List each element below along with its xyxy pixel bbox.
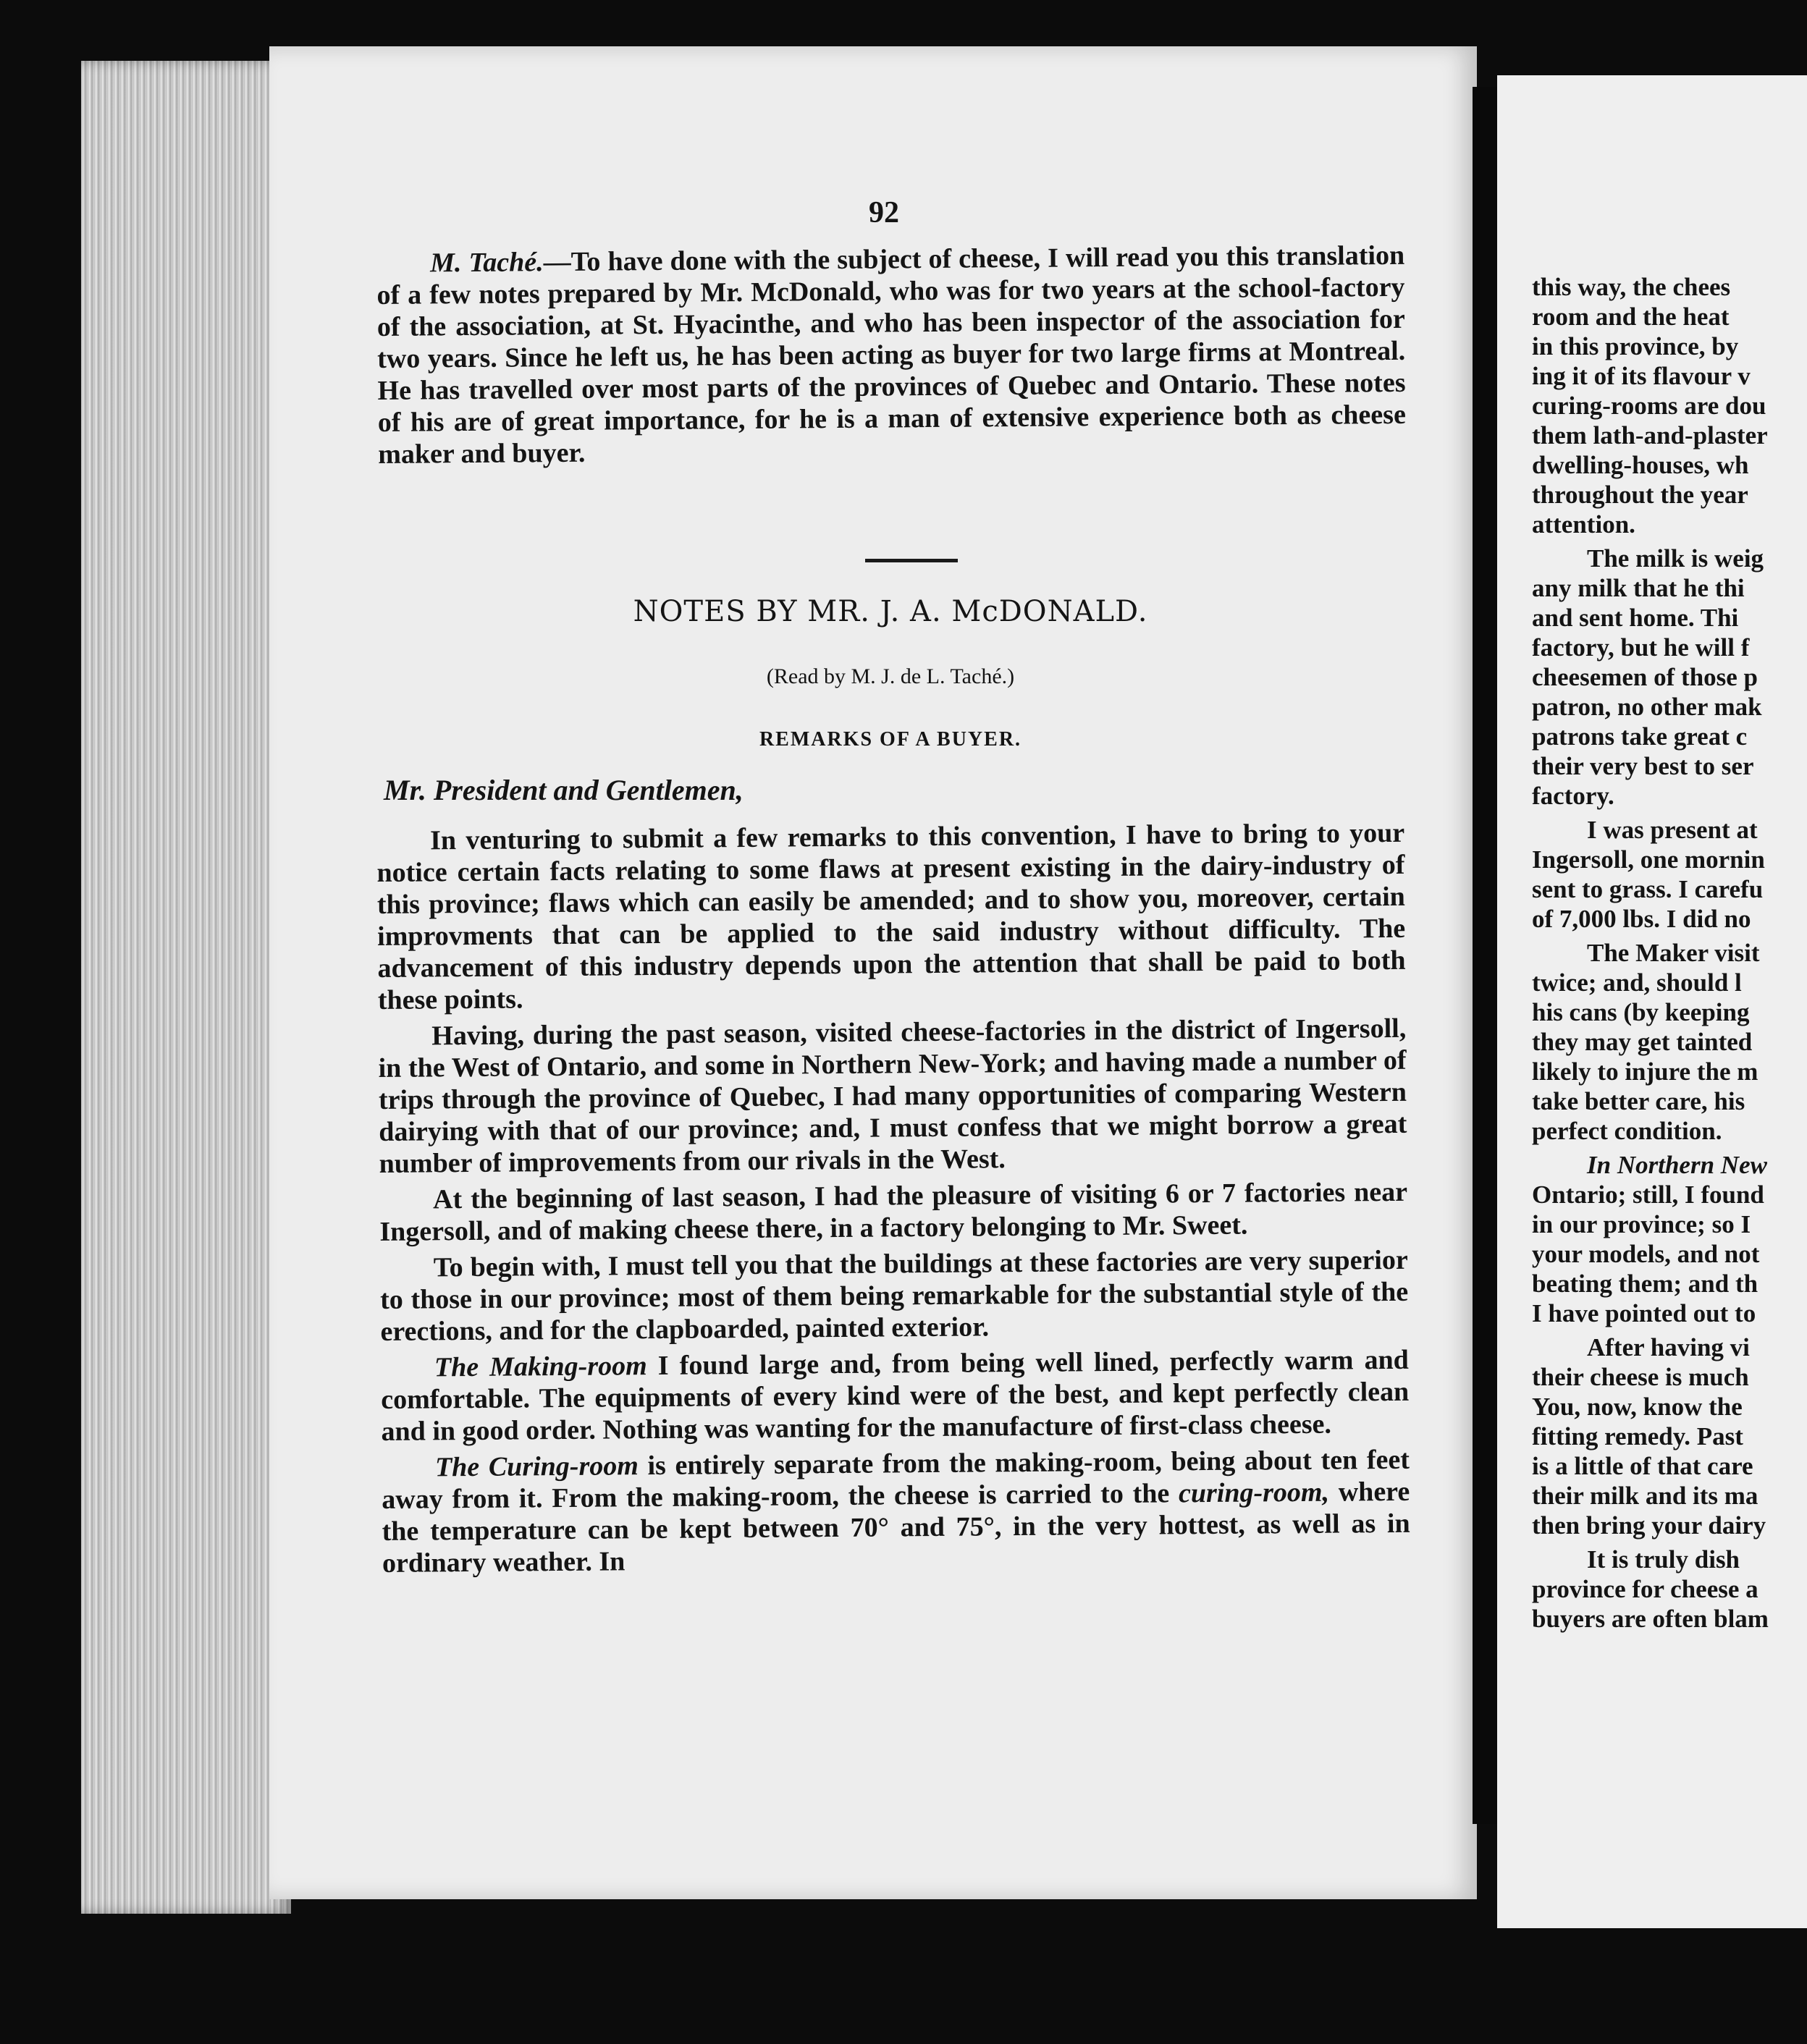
right-page-line: You, now, know the xyxy=(1532,1393,1743,1421)
right-page-line: I was present at xyxy=(1587,816,1758,844)
right-page-line: twice; and, should l xyxy=(1532,968,1742,997)
right-page-line: their milk and its ma xyxy=(1532,1482,1758,1510)
right-page-line: in our province; so I xyxy=(1532,1210,1751,1238)
right-page-line: fitting remedy. Past xyxy=(1532,1422,1743,1450)
paragraph-1: In venturing to submit a few remarks to this convention, I have to bring to your notice certain facts relating to some flaws at present existing in the dairy-industry of this province; flaws which can easily be amended; and to show you, moreover, certain improvments that can be applied to the said industry without difficulty. The advancement of this industry depends upon the attention that shall be paid to both these points. xyxy=(376,817,1406,1015)
right-page-line: any milk that he thi xyxy=(1532,574,1745,602)
speaker-name: M. Taché. xyxy=(430,247,544,279)
right-page-line: factory, but he will f xyxy=(1532,633,1750,662)
right-page-line: their very best to ser xyxy=(1532,752,1754,780)
page-number: 92 xyxy=(869,196,899,229)
right-page-line: in this province, by xyxy=(1532,332,1739,360)
right-page-line: they may get tainted xyxy=(1532,1028,1753,1056)
right-page-line: and sent home. Thi xyxy=(1532,604,1739,632)
tache-intro-text: —To have done with the subject of cheese, I will read you this translation of a few notes prepared by Mr. McDonald, who was for two years at the school-factory of the association, at St. Hyacinthe, and who has been inspector of the association for two years. Since he left us, he has been acting as buyer for two large firms at Montreal. He has travelled over most parts of the provinces of Quebec and Ontario. These notes of his are of great importance, for he is a man of extensive experience both as cheese maker and buyer. xyxy=(376,240,1407,470)
page-edges xyxy=(81,61,291,1914)
paragraph-3: At the beginning of last season, I had the pleasure of visiting 6 or 7 factories near Ingersoll, and of making cheese there, in a factory belonging to Mr. Sweet. xyxy=(379,1176,1408,1247)
book-gutter xyxy=(1473,87,1497,1824)
right-page-line: dwelling-houses, wh xyxy=(1532,451,1749,479)
right-page-line: sent to grass. I carefu xyxy=(1532,875,1764,903)
read-by-line: (Read by M. J. de L. Taché.) xyxy=(766,664,1015,688)
right-page-line: It is truly dish xyxy=(1587,1545,1740,1574)
paragraph-4: To begin with, I must tell you that the buildings at these factories are very superior to those in our province; most of them being remarkable for the substantial style of the erections, and for the clapboarded, painted exterior. xyxy=(379,1244,1409,1347)
paragraph-5-text: I found large and, from being well lined, perfectly warm and comfortable. The equipments of every kind were of the best, and kept perfectly clean and in good order. Nothing was wanting for the manufacture of first-class cheese. xyxy=(381,1344,1410,1447)
right-page-line: curing-rooms are dou xyxy=(1532,392,1766,420)
notes-title: NOTES BY MR. J. A. McDONALD. xyxy=(633,595,1148,628)
right-page-line: throughout the year xyxy=(1532,481,1748,509)
paragraph-5 xyxy=(381,1344,1410,1448)
right-page-line: of 7,000 lbs. I did no xyxy=(1532,905,1751,933)
right-page-line: The Maker visit xyxy=(1587,939,1760,967)
right-page-line: this way, the chees xyxy=(1532,273,1731,301)
right-page-line: province for cheese a xyxy=(1532,1575,1758,1603)
right-page-line: his cans (by keeping xyxy=(1532,998,1750,1026)
right-page-line: factory. xyxy=(1532,782,1614,810)
right-page-line: cheesemen of those p xyxy=(1532,663,1758,691)
right-page-line: Ingersoll, one mornin xyxy=(1532,845,1765,874)
right-page-line: Ontario; still, I found xyxy=(1532,1181,1764,1209)
tache-intro xyxy=(376,240,1406,475)
right-page-line: take better care, his xyxy=(1532,1087,1745,1115)
paragraph-2: Having, during the past season, visited cheese-factories in the district of Ingersoll, in the West of Ontario, and some in Northern New-York; and having made a number of trips through the province of Quebec, I had many opportunities of comparing Western dairying with that of our province; and, I must confess that we might borrow a great number of improvements from our rivals in the West. xyxy=(378,1013,1407,1179)
remarks-heading: REMARKS OF A BUYER. xyxy=(759,728,1022,751)
letter-body xyxy=(376,817,1410,1584)
right-page-line: beating them; and th xyxy=(1532,1270,1758,1298)
right-page-line: then bring your dairy xyxy=(1532,1511,1766,1540)
right-page-line: perfect condition. xyxy=(1532,1117,1722,1145)
right-page-line: them lath-and-plaster xyxy=(1532,421,1768,449)
paragraph-6-text-b: where the temperature can be kept between 70° and 75°, in the very hottest, as well as in ordinary weather. In xyxy=(382,1476,1410,1579)
right-page-line: their cheese is much xyxy=(1532,1363,1749,1391)
right-page-line: patron, no other mak xyxy=(1532,693,1762,721)
right-page-line: In Northern New xyxy=(1587,1151,1767,1179)
curing-room-emphasis: curing-room, xyxy=(1178,1477,1330,1509)
right-page-line: buyers are often blam xyxy=(1532,1605,1769,1633)
right-page-line: your models, and not xyxy=(1532,1240,1760,1268)
making-room-lead: The Making-room xyxy=(434,1351,647,1383)
right-page-line: patrons take great c xyxy=(1532,722,1748,751)
paragraph-6 xyxy=(382,1444,1410,1579)
right-page-text xyxy=(1532,272,1807,1634)
right-page-line: I have pointed out to xyxy=(1532,1299,1756,1327)
right-page-line: likely to injure the m xyxy=(1532,1057,1758,1086)
paragraph-6-text-a: is entirely separate from the making-room, being about ten feet away from it. From the making-room, the cheese is carried to the xyxy=(382,1444,1410,1515)
curing-room-lead: The Curing-room xyxy=(434,1450,639,1483)
right-page-line: attention. xyxy=(1532,510,1635,539)
right-page-line: The milk is weig xyxy=(1587,544,1764,573)
right-page-line: ing it of its flavour v xyxy=(1532,362,1751,390)
salutation: Mr. President and Gentlemen, xyxy=(384,774,744,806)
section-divider xyxy=(865,559,958,562)
right-page-line: room and the heat xyxy=(1532,303,1730,331)
right-page-line: is a little of that care xyxy=(1532,1452,1753,1480)
right-page-line: After having vi xyxy=(1587,1333,1750,1361)
right-page xyxy=(1497,75,1807,1928)
